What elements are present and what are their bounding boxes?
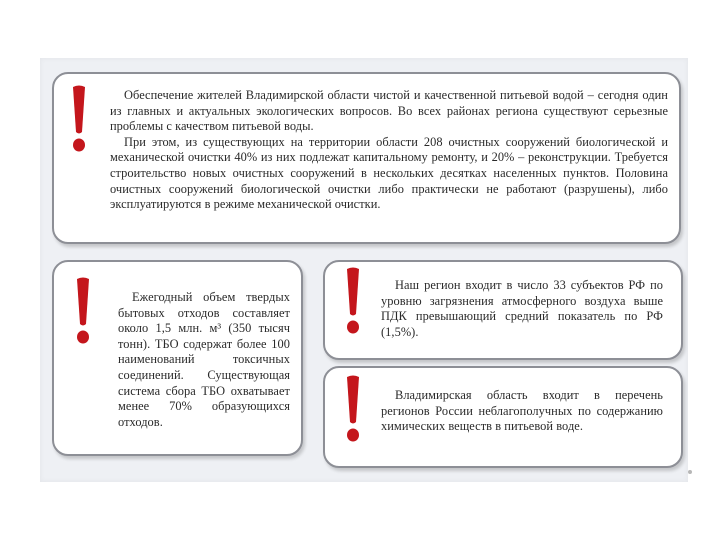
chemical-water-text: [381, 388, 663, 435]
air-pollution-text: [381, 278, 663, 340]
exclamation-mark-icon: [338, 266, 368, 338]
page-dot: [688, 470, 692, 474]
exclamation-mark-icon: [68, 276, 98, 348]
exclamation-mark-icon: [64, 84, 94, 156]
water-quality-paragraph-2: При этом, из существующих на территории области 208 очистных сооружений биологической и механической очистки 40% из них подлежат капитальному ремонту, и 20% – реконструкции. Требуется строительство новых очистных сооружений в нескольких десятках населенных пунктов. Половина очистных сооружений биологической очистки либо практически не работают (разрушены), либо эксплуатируются в режиме механической очистки.: [110, 134, 668, 212]
air-pollution-paragraph: Наш регион входит в число 33 субъектов РФ по уровню загрязнения атмосферного воздуха выше ПДК превышающий средний показатель по РФ (1,5%).: [381, 278, 663, 339]
chemical-water-paragraph: Владимирская область входит в перечень регионов России неблагополучных по содержанию химических веществ в питьевой воде.: [381, 388, 663, 434]
solid-waste-text: [118, 290, 290, 430]
water-quality-paragraph-1: Обеспечение жителей Владимирской области чистой и качественной питьевой водой – сегодня один из главных и актуальных экологических вопросов. Во всех районах региона существуют серьезные проблемы с качеством питьевой воды.: [110, 88, 668, 134]
exclamation-mark-icon: [338, 374, 368, 446]
water-quality-text: [110, 88, 668, 213]
solid-waste-paragraph: Ежегодный объем твердых бытовых отходов составляет около 1,5 млн. м³ (350 тысяч тонн). ТБО содержат более 100 наименований токсичных соединений. Существующая система сбора ТБО охватывает менее 70% образующихся отходов.: [118, 290, 290, 429]
